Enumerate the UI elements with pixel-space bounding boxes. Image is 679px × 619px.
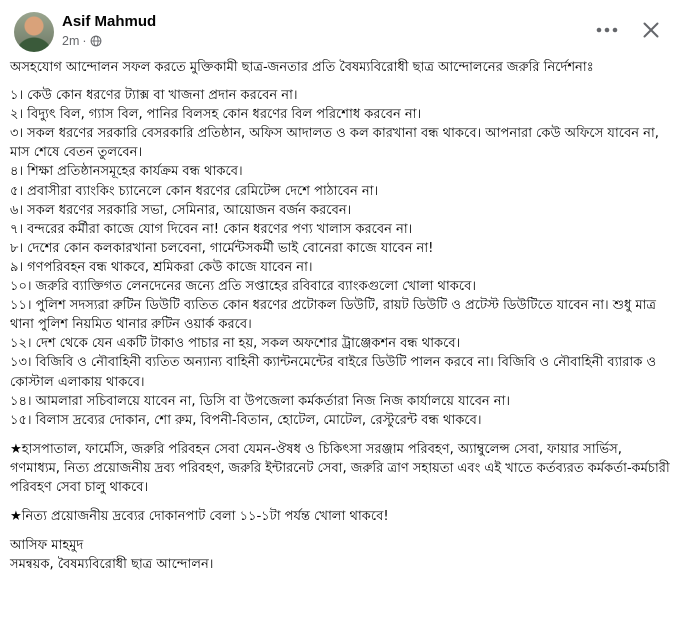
post-meta <box>62 34 102 48</box>
post-time[interactable]: 2m <box>62 34 80 48</box>
directive-item: ৯। গণপরিবহন বন্ধ থাকবে, শ্রমিকরা কেউ কাজে যাবেন না। <box>10 259 313 275</box>
directive-item: ১৪। আমলারা সচিবালয়ে যাবেন না, ডিসি বা উপজেলা কর্মকর্তারা নিজ নিজ কার্যালয়ে যাবেন না। <box>10 393 511 409</box>
directive-item: ১২। দেশ থেকে যেন একটি টাকাও পাচার না হয়, সকল অফশোর ট্রাঞ্জেকশন বন্ধ থাকবে। <box>10 336 461 352</box>
post-header <box>14 12 665 56</box>
directive-item: ১১। পুলিশ সদস্যরা রুটিন ডিউটি ব্যতিত কোন ধরণের প্রটোকল ডিউটি, রায়ট ডিউটি ও প্রটেস্ট ডিউটিতে যাবেন না। শুধু মাত্র থানা পুলিশ নিয়মিত থানার রুটিন ওয়ার্ক করবে। <box>10 298 657 333</box>
directive-item: ১। কেউ কোন ধরণের ট্যাক্স বা খাজনা প্রদান করবেন না। <box>10 88 298 104</box>
directive-item: ১৫। বিলাস দ্রব্যের দোকান, শো রুম, বিপনী-বিতান, হোটেল, মোটেল, রেস্টুরেন্ট বন্ধ থাকবে। <box>10 412 482 428</box>
signature-name: আসিফ মাহমুদ <box>10 538 84 554</box>
author-name[interactable]: Asif Mahmud <box>62 13 157 30</box>
more-horizontal-icon <box>596 27 618 33</box>
post-intro: অসহযোগ আন্দোলন সফল করতে মুক্তিকামী ছাত্র-জনতার প্রতি বৈষম্যবিরোধী ছাত্র আন্দোলনের জরুরি নির্দেশনাঃ <box>10 60 594 75</box>
directive-item: ১৩। বিজিবি ও নৌবাহিনী ব্যতিত অন্যান্য বাহিনী ক্যান্টনমেন্টের বাইরে ডিউটি পালন করবে না। বিজিবি ও নৌবাহিনী ব্যারাক ও কোস্টাল এলাকায় থাকবে। <box>10 355 657 390</box>
meta-separator: · <box>82 34 87 48</box>
shop-hours-note: ★নিত্য প্রয়োজনীয় দ্রব্যের দোকানপাট বেলা ১১-১টা পর্যন্ত খোলা থাকবে! <box>10 509 389 525</box>
directive-item: ৬। সকল ধরণের সরকারি সভা, সেমিনার, আয়োজন বর্জন করবেন। <box>10 202 352 218</box>
directive-item: ২। বিদ্যুৎ বিল, গ্যাস বিল, পানির বিলসহ কোন ধরণের বিল পরিশোধ করবেন না। <box>10 107 422 123</box>
directive-item: ৭। বন্দরের কর্মীরা কাজে যোগ দিবেন না! কোন ধরণের পণ্য খালাস করবেন না। <box>10 221 413 237</box>
globe-icon <box>90 35 102 47</box>
more-options-button[interactable] <box>593 16 621 44</box>
directive-item: ১০। জরুরি ব্যাক্তিগত লেনদেনের জন্যে প্রতি সপ্তাহের রবিবারে ব্যাংকগুলো খোলা থাকবে। <box>10 279 477 295</box>
avatar[interactable] <box>14 12 54 52</box>
directive-item: ৪। শিক্ষা প্রতিষ্ঠানসমূহের কার্যক্রম বন্ধ থাকবে। <box>10 164 243 180</box>
signature-title: সমন্বয়ক, বৈষম্যবিরোধী ছাত্র আন্দোলন। <box>10 557 214 573</box>
directive-item: ৫। প্রবাসীরা ব্যাংকিং চ্যানেলে কোন ধরণের রেমিটেন্স দেশে পাঠাবেন না। <box>10 183 379 199</box>
exemption-note: ★হাসপাতাল, ফার্মেসি, জরুরি পরিবহন সেবা যেমন-ঔষধ ও চিকিৎসা সরঞ্জাম পরিবহণ, অ্যাম্বুলেন্স সেবা, ফায়ার সার্ভিস, গণমাধ্যম, নিত্য প্রয়োজনীয় দ্রব্য পরিবহণ, জরুরি ইন্টারনেট সেবা, জরুরি ত্রাণ সহায়তা এবং এই খাতে কর্তব্যরত কর্মকর্তা-কর্মচারী পরিবহণ সেবা চালু থাকবে। <box>10 441 670 495</box>
post-body <box>10 58 672 574</box>
close-icon <box>643 22 659 38</box>
directive-item: ৮। দেশের কোন কলকারখানা চলবেনা, গার্মেন্টসকর্মী ভাই বোনেরা কাজে যাবেন না! <box>10 240 434 256</box>
directive-item: ৩। সকল ধরণের সরকারি বেসরকারি প্রতিষ্ঠান, অফিস আদালত ও কল কারখানা বন্ধ থাকবে। আপনারা কেউ অফিসে যাবেন না, মাস শেষে বেতন তুলবেন। <box>10 126 659 161</box>
close-button[interactable] <box>637 16 665 44</box>
